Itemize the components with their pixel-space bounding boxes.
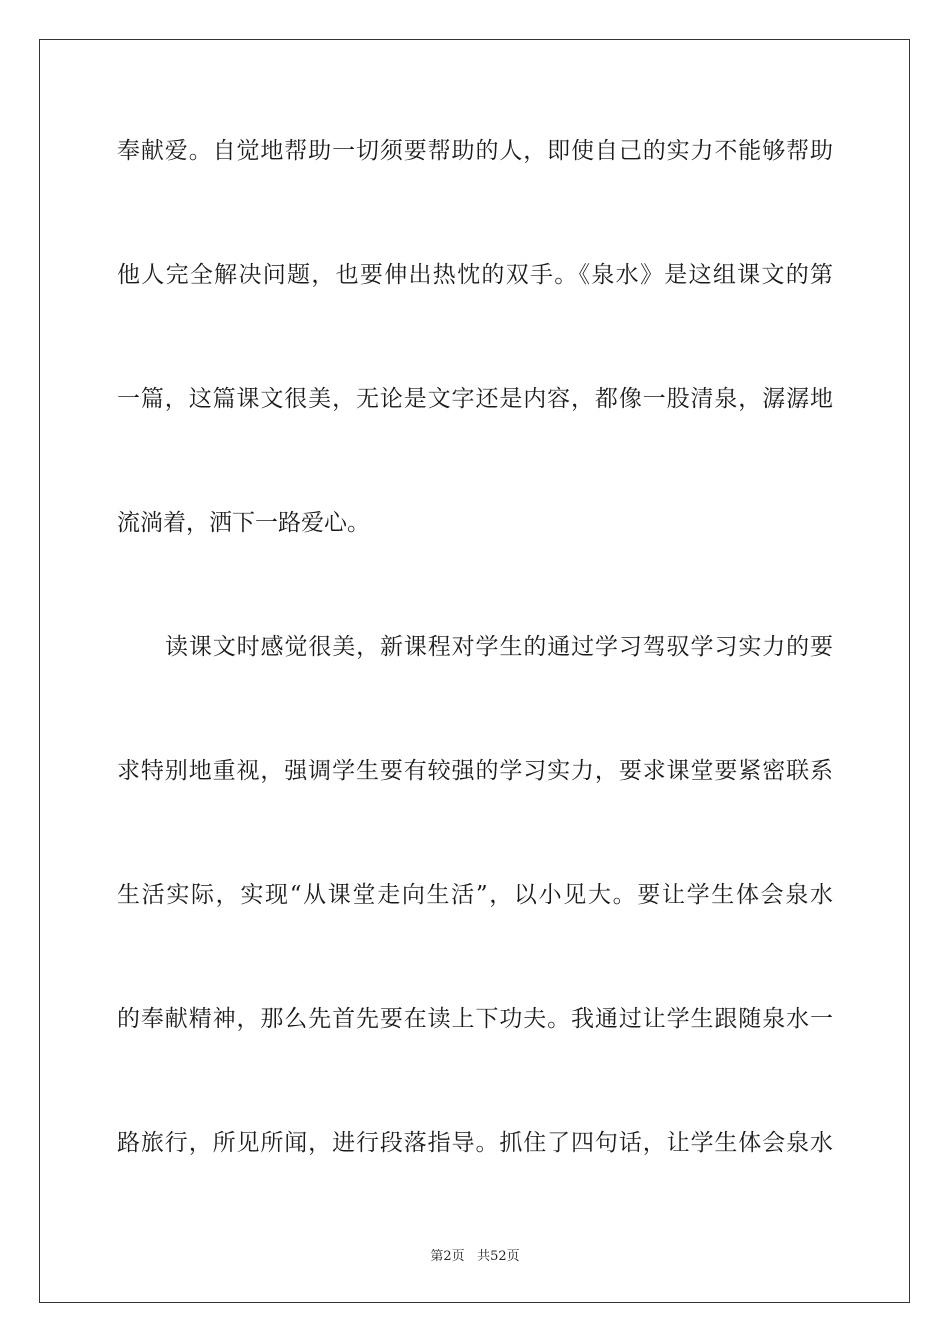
body-line-5: 读课文时感觉很美，新课程对学生的通过学习驾驭学习实力的要 xyxy=(165,634,833,660)
page-border xyxy=(39,39,910,1303)
body-line-6: 求特别地重视，强调学生要有较强的学习实力，要求课堂要紧密联系 xyxy=(117,758,833,784)
body-line-1: 奉献爱。自觉地帮助一切须要帮助的人，即使自己的实力不能够帮助 xyxy=(117,138,833,164)
body-line-8: 的奉献精神，那么先首先要在读上下功夫。我通过让学生跟随泉水一 xyxy=(117,1006,833,1032)
page-footer xyxy=(0,1248,950,1266)
body-line-9: 路旅行，所见所闻，进行段落指导。抓住了四句话，让学生体会泉水 xyxy=(117,1130,833,1156)
page-number: 第2页 xyxy=(430,1249,465,1264)
body-line-3: 一篇，这篇课文很美，无论是文字还是内容，都像一股清泉，潺潺地 xyxy=(117,386,833,412)
body-line-2: 他人完全解决问题，也要伸出热忱的双手。《泉水》是这组课文的第 xyxy=(117,262,833,288)
body-line-4: 流淌着，洒下一路爱心。 xyxy=(117,510,370,536)
body-line-7: 生活实际，实现“从课堂走向生活”，以小见大。要让学生体会泉水 xyxy=(117,882,833,908)
page-total: 共52页 xyxy=(477,1249,520,1264)
